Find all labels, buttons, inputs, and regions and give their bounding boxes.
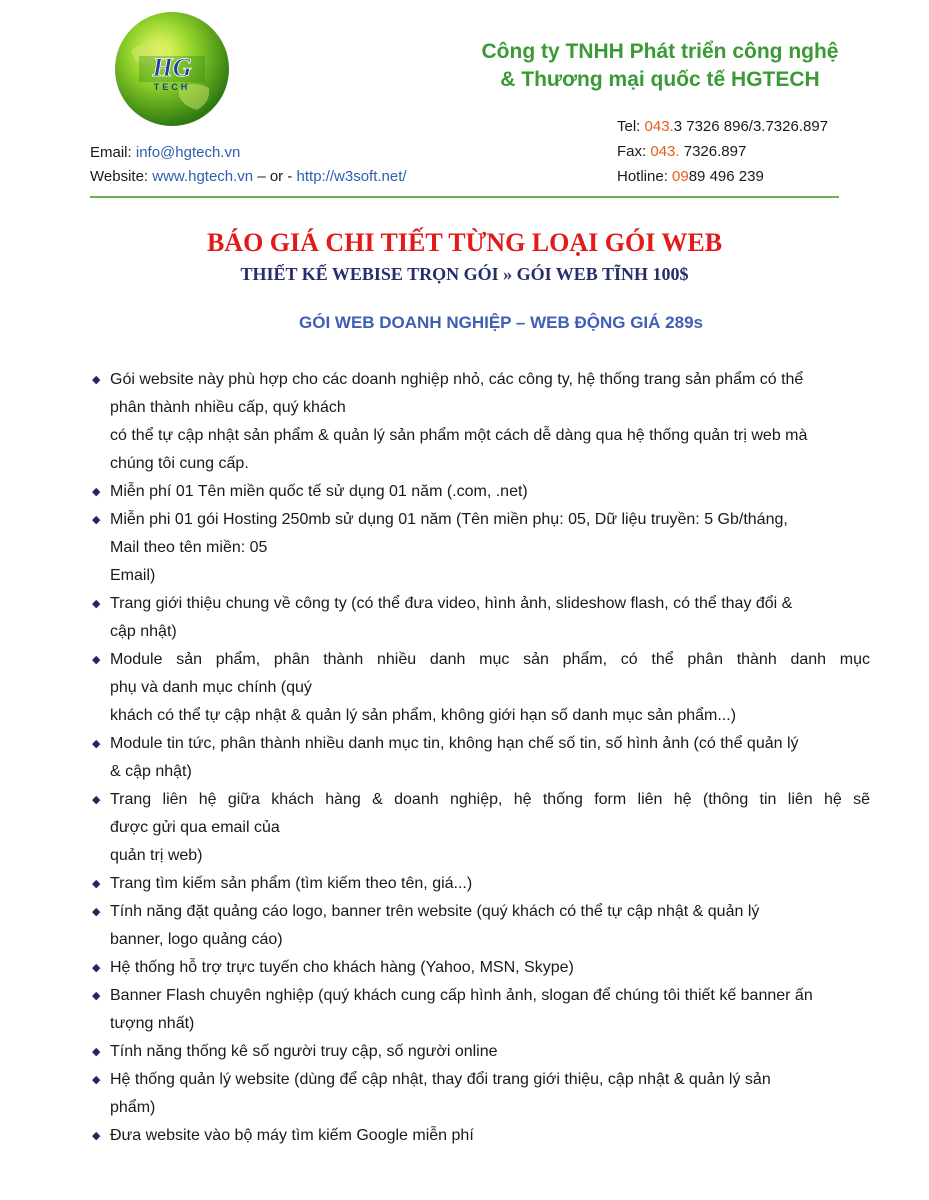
feature-line: được gửi qua email của — [110, 819, 280, 836]
tel-label: Tel: — [617, 118, 641, 135]
website-separator: – or - — [257, 168, 293, 185]
feature-line: Module sản phẩm, phân thành nhiều danh mục sản phẩm, có thể phân thành danh mục — [110, 651, 870, 668]
feature-item — [90, 506, 870, 590]
feature-item — [90, 646, 870, 730]
diamond-bullet-icon: ◆ — [92, 598, 101, 610]
feature-line: tượng nhất) — [110, 1015, 195, 1032]
feature-line: phẩm) — [110, 1099, 156, 1116]
feature-item — [90, 478, 870, 506]
diamond-bullet-icon: ◆ — [92, 878, 101, 890]
feature-item — [90, 870, 870, 898]
feature-line: Gói website này phù hợp cho các doanh nghiệp nhỏ, các công ty, hệ thống trang sản phẩm có thể — [110, 371, 804, 388]
tel-row — [617, 114, 828, 139]
diamond-bullet-icon: ◆ — [92, 486, 101, 498]
feature-line: Miễn phi 01 gói Hosting 250mb sử dụng 01 năm (Tên miền phụ: 05, Dữ liệu truyền: 5 Gb/tháng, — [110, 511, 788, 528]
email-link[interactable]: info@hgtech.vn — [135, 144, 241, 161]
feature-line: quản trị web) — [110, 847, 203, 864]
feature-item — [90, 1066, 870, 1122]
tel-prefix: 043. — [644, 118, 674, 135]
company-line-2: & Thương mại quốc tế HGTECH — [500, 68, 820, 91]
hotline-row — [617, 164, 828, 189]
fax-row — [617, 139, 828, 164]
feature-line: Trang liên hệ giữa khách hàng & doanh nghiệp, hệ thống form liên hệ (thông tin liên hệ sẽ — [110, 791, 870, 808]
page-subtitle: THIẾT KẾ WEBISE TRỌN GÓI » GÓI WEB TĨNH 100$ — [240, 264, 689, 284]
website-label: Website: — [90, 168, 149, 185]
contact-right — [617, 114, 828, 189]
feature-line: Email) — [110, 567, 156, 584]
company-logo — [113, 10, 231, 128]
feature-line: phụ và danh mục chính (quý — [110, 679, 312, 696]
feature-line: Trang giới thiệu chung về công ty (có thể đưa video, hình ảnh, slideshow flash, có thể thay đổi & — [110, 595, 793, 612]
feature-line: banner, logo quảng cáo) — [110, 931, 283, 948]
feature-line: phân thành nhiều cấp, quý khách — [110, 399, 346, 416]
feature-line: Banner Flash chuyên nghiệp (quý khách cung cấp hình ảnh, slogan để chúng tôi thiết kế banner ấn — [110, 987, 813, 1004]
email-row — [90, 141, 407, 165]
feature-item — [90, 1038, 870, 1066]
feature-line: Module tin tức, phân thành nhiều danh mục tin, không hạn chế số tin, số hình ảnh (có thể quản lý — [110, 735, 799, 752]
hotline-value: 89 496 239 — [688, 168, 764, 185]
feature-item — [90, 786, 870, 870]
section-heading: GÓI WEB DOANH NGHIỆP – WEB ĐỘNG GIÁ 289s — [299, 313, 703, 332]
diamond-bullet-icon: ◆ — [92, 1130, 101, 1142]
diamond-bullet-icon: ◆ — [92, 962, 101, 974]
diamond-bullet-icon: ◆ — [92, 794, 101, 806]
website-row — [90, 165, 407, 189]
feature-item — [90, 366, 870, 478]
feature-line: Tính năng đặt quảng cáo logo, banner trên website (quý khách có thể tự cập nhật & quản lý — [110, 903, 760, 920]
diamond-bullet-icon: ◆ — [92, 738, 101, 750]
fax-value: 7326.897 — [683, 143, 747, 160]
feature-line: cập nhật) — [110, 623, 177, 640]
feature-item — [90, 954, 870, 982]
diamond-bullet-icon: ◆ — [92, 1046, 101, 1058]
feature-line: Đưa website vào bộ máy tìm kiếm Google miễn phí — [110, 1127, 474, 1144]
fax-prefix: 043. — [650, 143, 680, 160]
website-link[interactable]: www.hgtech.vn — [152, 168, 254, 185]
feature-line: Hệ thống quản lý website (dùng để cập nhật, thay đổi trang giới thiệu, cập nhật & quản lý sản — [110, 1071, 771, 1088]
feature-line: Miễn phí 01 Tên miền quốc tế sử dụng 01 năm (.com, .net) — [110, 483, 528, 500]
company-line-1: Công ty TNHH Phát triển công nghệ — [481, 40, 839, 63]
feature-item — [90, 1122, 870, 1150]
page-title: BÁO GIÁ CHI TIẾT TỪNG LOẠI GÓI WEB — [206, 228, 723, 257]
feature-line: & cập nhật) — [110, 763, 192, 780]
feature-line: chúng tôi cung cấp. — [110, 455, 249, 472]
email-label: Email: — [90, 144, 132, 161]
feature-line: Mail theo tên miền: 05 — [110, 539, 268, 556]
diamond-bullet-icon: ◆ — [92, 906, 101, 918]
hotline-label: Hotline: — [617, 168, 668, 185]
feature-item — [90, 730, 870, 786]
feature-item — [90, 590, 870, 646]
diamond-bullet-icon: ◆ — [92, 374, 101, 386]
feature-line: Hệ thống hỗ trợ trực tuyến cho khách hàng (Yahoo, MSN, Skype) — [110, 959, 574, 976]
feature-line: khách có thể tự cập nhật & quản lý sản phẩm, không giới hạn số danh mục sản phẩm...) — [110, 707, 737, 724]
svg-text:TECH: TECH — [153, 82, 191, 92]
website-alt-link[interactable]: http://w3soft.net/ — [296, 168, 407, 185]
diamond-bullet-icon: ◆ — [92, 514, 101, 526]
diamond-bullet-icon: ◆ — [92, 990, 101, 1002]
contact-left — [90, 141, 407, 189]
svg-text:HG: HG — [152, 53, 192, 82]
tel-value: 3 7326 896/3.7326.897 — [673, 118, 829, 135]
header-divider — [90, 196, 839, 198]
feature-line: Tính năng thống kê số người truy cập, số người online — [110, 1043, 498, 1060]
company-name — [420, 38, 900, 94]
feature-list — [90, 366, 870, 1150]
diamond-bullet-icon: ◆ — [92, 654, 101, 666]
feature-line: Trang tìm kiếm sản phẩm (tìm kiếm theo tên, giá...) — [110, 875, 473, 892]
feature-line: có thể tự cập nhật sản phẩm & quản lý sản phẩm một cách dễ dàng qua hệ thống quản trị web mà — [110, 427, 808, 444]
fax-label: Fax: — [617, 143, 647, 160]
hotline-prefix: 09 — [672, 168, 689, 185]
diamond-bullet-icon: ◆ — [92, 1074, 101, 1086]
feature-item — [90, 898, 870, 954]
feature-item — [90, 982, 870, 1038]
